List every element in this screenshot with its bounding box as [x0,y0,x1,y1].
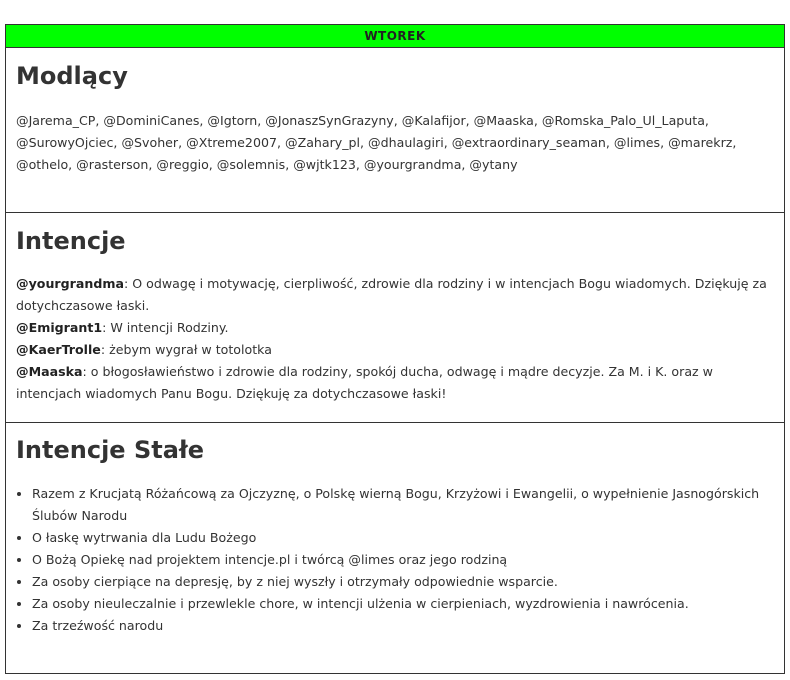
fixed-intentions-list [16,483,774,637]
intention-author: @Emigrant1 [16,320,103,335]
list-item: • Za osoby nieuleczalnie i przewlekle chore, w intencji ulżenia w cierpieniach, wyzdrowienia i nawrócenia. [32,593,774,615]
intention-author: @Maaska [16,364,83,379]
list-item: • Razem z Krucjatą Różańcową za Ojczyznę, o Polskę wierną Bogu, Krzyżowi i Ewangelii, o wypełnienie Jasnogórskich Ślubów Narodu [32,483,774,527]
praying-users-list: @Jarema_CP, @DominiCanes, @Igtorn, @JonaszSynGrazyny, @Kalafijor, @Maaska, @Romska_Palo_Ul_Laputa, @SurowyOjciec, @Svoher, @Xtreme2007, @Zahary_pl, @dhaulagiri, @extraordinary_seaman, @limes, @marekrz, @othelo, @rasterson, @reggio, @solemnis, @wjtk123, @yourgrandma, @ytany [16,113,737,172]
day-panel [5,24,785,674]
modlacy-heading: Modlący [16,62,128,90]
intention-item [16,273,774,317]
intencje-section [6,213,784,423]
list-item: • O łaskę wytrwania dla Ludu Bożego [32,527,774,549]
intentions-list [16,273,774,405]
day-header: WTOREK [6,25,784,48]
intention-text: : W intencji Rodziny. [102,320,229,335]
list-item: • Za osoby cierpiące na depresję, by z niej wyszły i otrzymały odpowiednie wsparcie. [32,571,774,593]
intention-item [16,317,774,339]
intencje-heading: Intencje [16,227,126,255]
intention-author: @yourgrandma [16,276,124,291]
intencje-stale-heading: Intencje Stałe [16,436,205,464]
intention-text: : o błogosławieństwo i zdrowie dla rodziny, spokój ducha, odwagę i mądre decyzje. Za M. i K. oraz w intencjach wiadomych Panu Bogu. Dziękuję za dotychczasowe łaski! [16,364,713,401]
intention-author: @KaerTrolle [16,342,101,357]
list-item: • O Bożą Opiekę nad projektem intencje.pl i twórcą @limes oraz jego rodziną [32,549,774,571]
intention-text: : O odwagę i motywację, cierpliwość, zdrowie dla rodziny i w intencjach Bogu wiadomych. Dziękuję za dotychczasowe łaski. [16,276,767,313]
intencje-stale-section [6,423,784,673]
intention-item [16,361,774,405]
list-item: • Za trzeźwość narodu [32,615,774,637]
intention-item [16,339,774,361]
intention-text: : żebym wygrał w totolotka [100,342,272,357]
modlacy-section [6,48,784,213]
